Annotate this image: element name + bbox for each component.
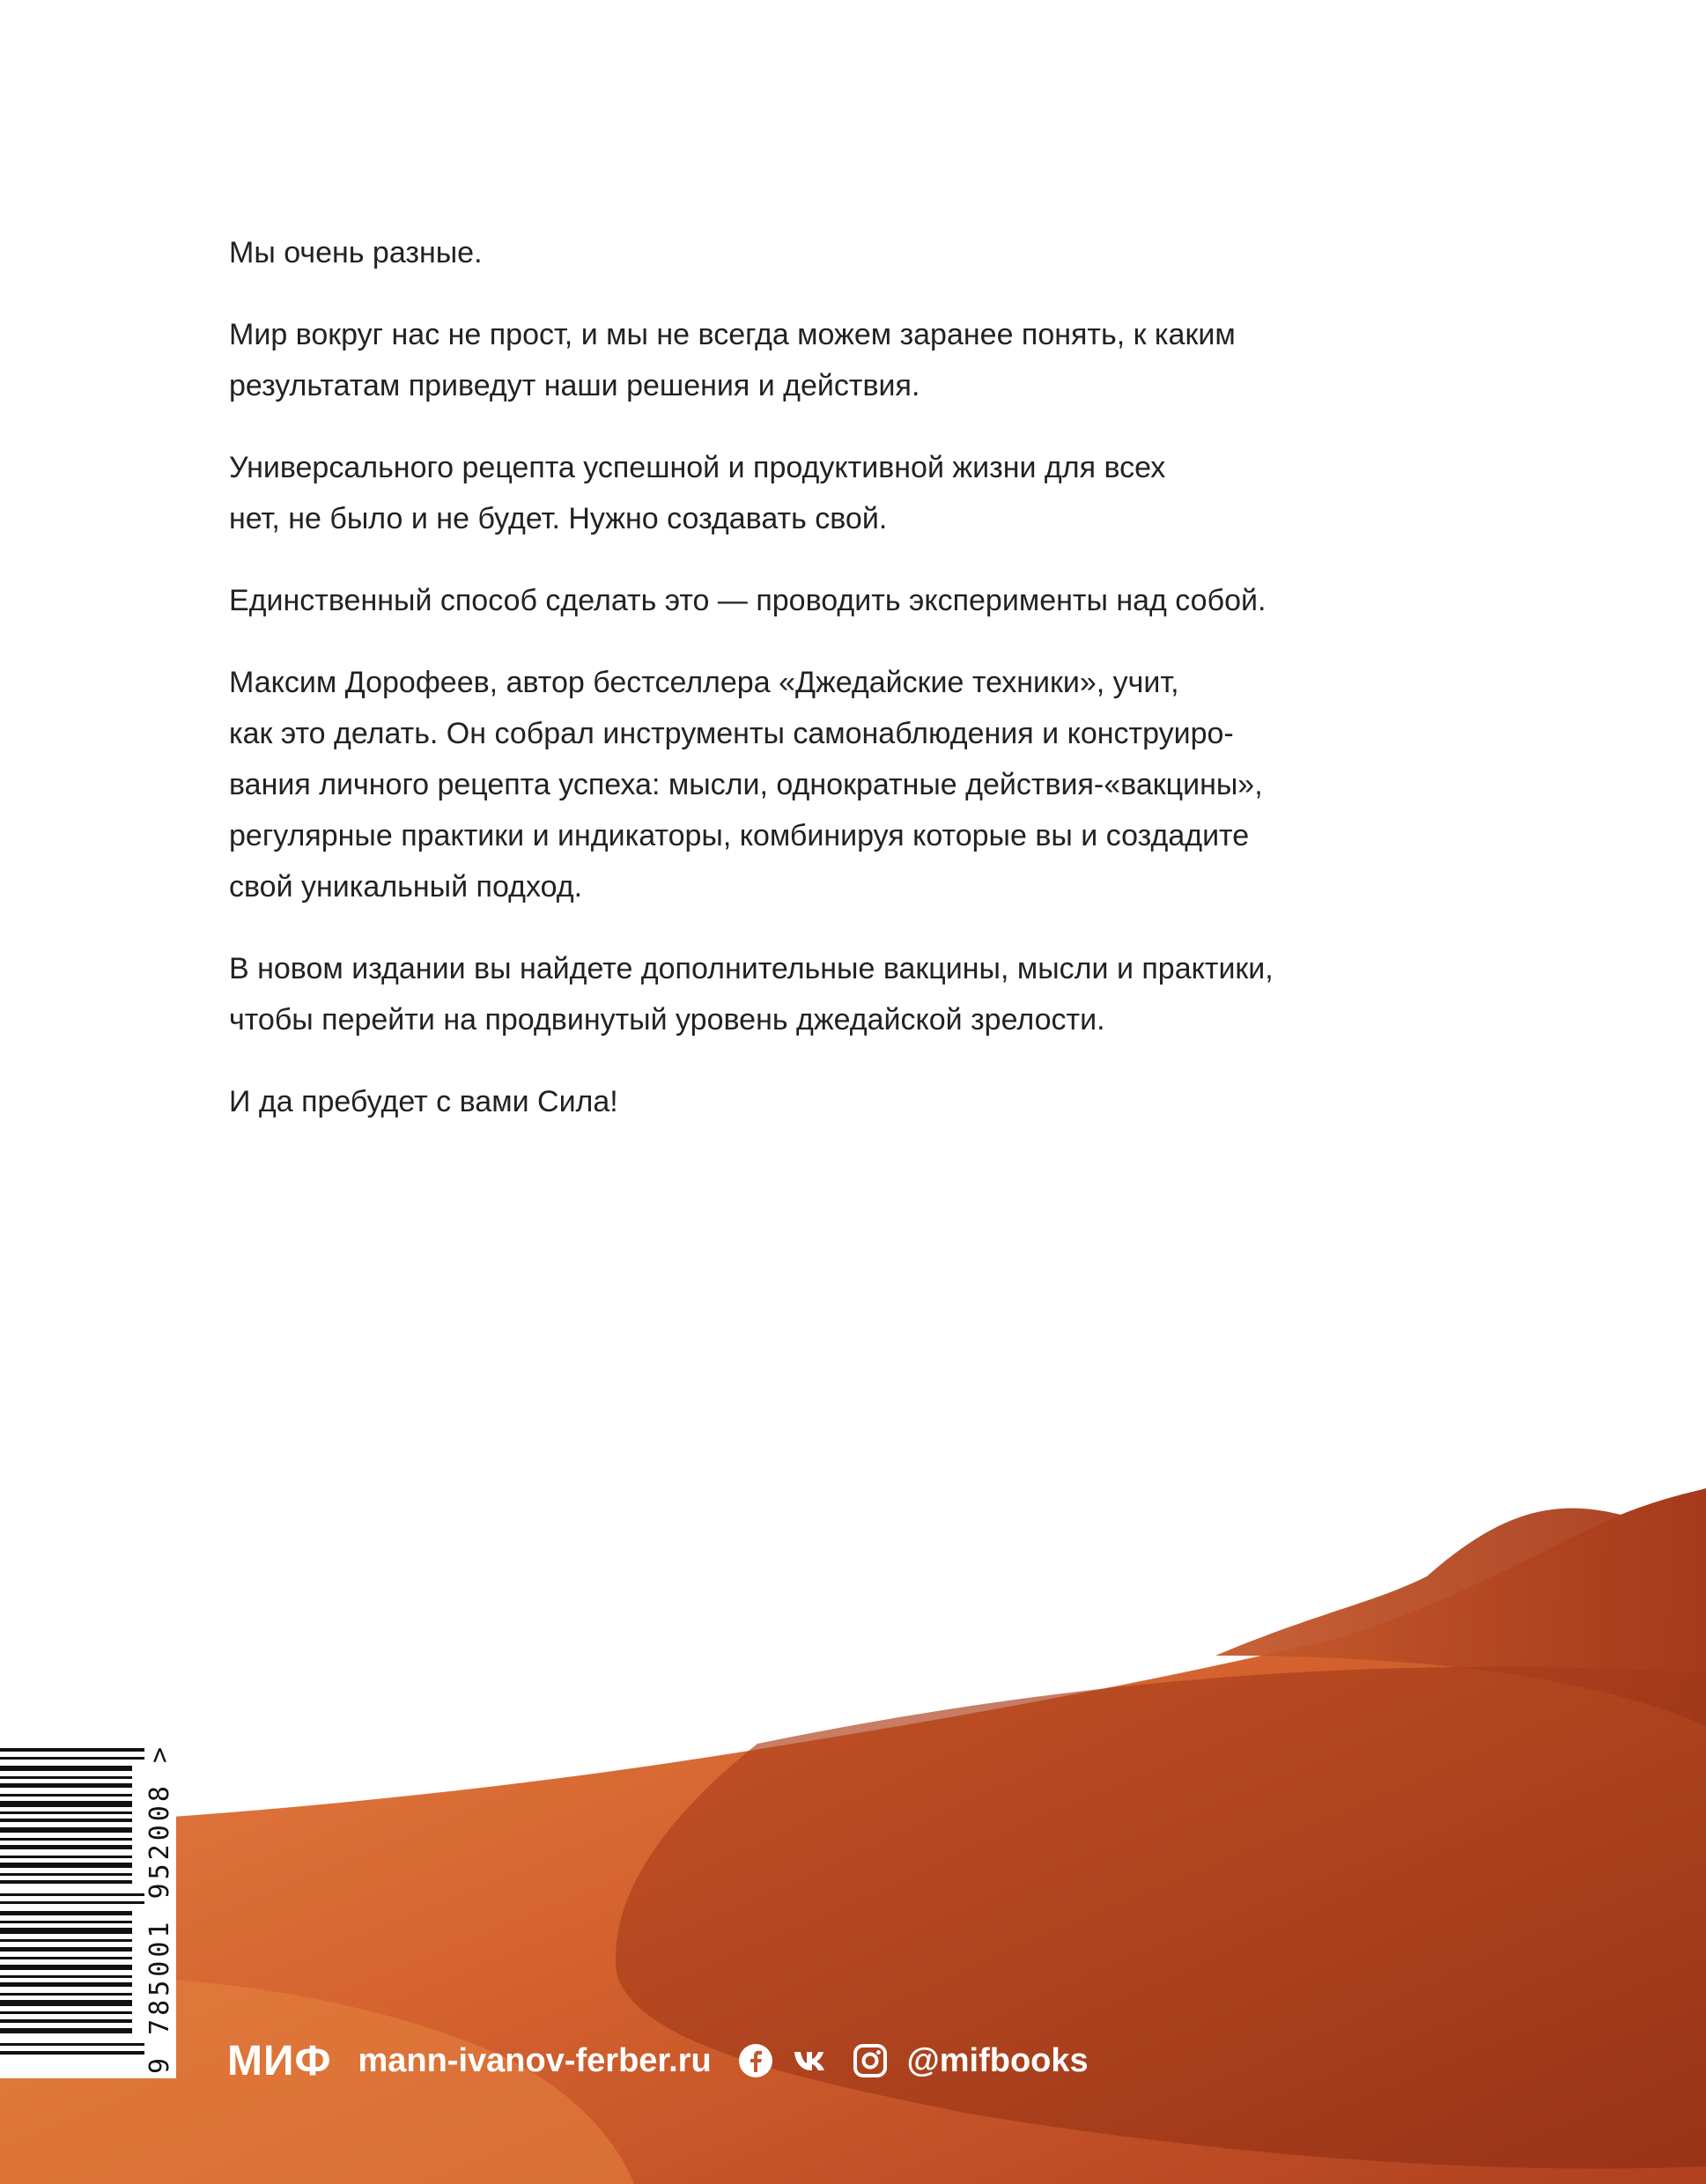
paragraph-3: Универсального рецепта успешной и продуктивной жизни для всех нет, не было и не будет. Нужно создавать свой. bbox=[229, 451, 1166, 535]
instagram-icon[interactable] bbox=[853, 2043, 888, 2078]
paragraph-1: Мы очень разные. bbox=[229, 236, 483, 269]
paragraph-5: Максим Дорофеев, автор бестселлера «Джедайские техники», учит, как это делать. Он собрал инструменты самонаблюдения и конструиро- вания личного рецепта успеха: мысли, однократные действия-«вакцины», регулярные практики и индикаторы, комбинируя которые вы и создадите свой уникальный подход. bbox=[229, 666, 1263, 904]
barcode-bars bbox=[0, 1739, 144, 2078]
paragraph-7: И да пребудет с вами Сила! bbox=[229, 1085, 618, 1118]
isbn-number: 9 785001 952008 > bbox=[144, 1743, 176, 2075]
barcode-digits bbox=[144, 1739, 176, 2078]
publisher-footer bbox=[227, 2034, 1089, 2087]
publisher-website-link[interactable]: mann-ivanov-ferber.ru bbox=[358, 2041, 712, 2079]
back-cover-description bbox=[229, 227, 1427, 1158]
social-handle[interactable]: @mifbooks bbox=[906, 2041, 1089, 2079]
paragraph-6: В новом издании вы найдете дополнительные вакцины, мысли и практики, чтобы перейти на продвинутый уровень джедайской зрелости. bbox=[229, 952, 1274, 1037]
paragraph-4: Единственный способ сделать это — проводить эксперименты над собой. bbox=[229, 584, 1267, 617]
vk-icon[interactable] bbox=[793, 2048, 833, 2074]
publisher-logo: МИФ bbox=[227, 2037, 332, 2084]
facebook-icon[interactable] bbox=[738, 2043, 773, 2078]
paragraph-2: Мир вокруг нас не прост, и мы не всегда можем заранее понять, к каким результатам приведут наши решения и действия. bbox=[229, 318, 1236, 402]
